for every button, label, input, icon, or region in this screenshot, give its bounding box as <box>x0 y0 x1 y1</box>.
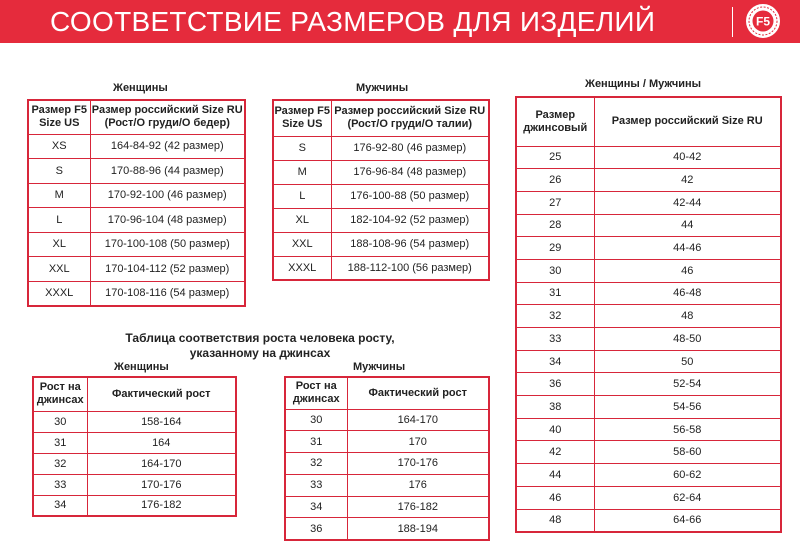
table-row <box>516 169 781 192</box>
size-cell: 46 <box>516 486 594 509</box>
table-row <box>516 418 781 441</box>
column-header: Фактический рост <box>347 377 489 409</box>
size-cell: 30 <box>516 259 594 282</box>
men-height-table <box>284 376 490 541</box>
column-header: Фактический рост <box>87 377 236 411</box>
size-cell: 25 <box>516 146 594 169</box>
table-row <box>285 474 489 496</box>
size-cell: 27 <box>516 191 594 214</box>
header-row <box>273 100 489 136</box>
size-cell: 34 <box>33 495 87 516</box>
value-cell: 170-104-112 (52 размер) <box>90 257 245 282</box>
table-row <box>285 453 489 475</box>
value-cell: 170-176 <box>87 474 236 495</box>
value-cell: 54-56 <box>594 396 781 419</box>
value-cell: 50 <box>594 350 781 373</box>
column-header: Размер F5 Size US <box>28 100 90 134</box>
value-cell: 176-182 <box>347 496 489 518</box>
height-section-title <box>110 331 410 361</box>
size-cell: XXXL <box>28 281 90 306</box>
column-header: Размер российский Size RU (Рост/О груди/О талии) <box>331 100 489 136</box>
table-row <box>516 237 781 260</box>
table-row <box>28 183 245 208</box>
value-cell: 58-60 <box>594 441 781 464</box>
men-sizes-table <box>272 99 490 281</box>
value-cell: 48-50 <box>594 328 781 351</box>
size-cell: 34 <box>285 496 347 518</box>
size-cell: XXL <box>273 232 331 256</box>
logo-divider <box>732 7 733 37</box>
logo-text: F5 <box>755 14 771 29</box>
size-cell: XS <box>28 134 90 159</box>
size-cell: 33 <box>33 474 87 495</box>
f5-logo <box>745 3 781 39</box>
value-cell: 56-58 <box>594 418 781 441</box>
header-banner <box>0 0 800 43</box>
size-cell: 32 <box>285 453 347 475</box>
size-cell: 31 <box>285 431 347 453</box>
value-cell: 164-170 <box>87 453 236 474</box>
size-cell: 30 <box>33 411 87 432</box>
size-cell: 31 <box>33 432 87 453</box>
women-sizes-label: Женщины <box>113 82 168 94</box>
table-row <box>28 281 245 306</box>
header-row <box>33 377 236 411</box>
value-cell: 188-194 <box>347 518 489 540</box>
women-height-label: Женщины <box>114 361 169 373</box>
value-cell: 64-66 <box>594 509 781 532</box>
header-row <box>28 100 245 134</box>
value-cell: 42-44 <box>594 191 781 214</box>
size-cell: L <box>28 208 90 233</box>
table-row <box>516 214 781 237</box>
table-row <box>516 464 781 487</box>
value-cell: 188-112-100 (56 размер) <box>331 256 489 280</box>
table-row <box>516 259 781 282</box>
table-row <box>285 518 489 540</box>
column-header: Рост на джинсах <box>285 377 347 409</box>
value-cell: 164-84-92 (42 размер) <box>90 134 245 159</box>
value-cell: 44 <box>594 214 781 237</box>
size-cell: 33 <box>516 328 594 351</box>
value-cell: 46-48 <box>594 282 781 305</box>
value-cell: 176-182 <box>87 495 236 516</box>
value-cell: 164 <box>87 432 236 453</box>
column-header: Размер джинсовый <box>516 97 594 146</box>
value-cell: 176-100-88 (50 размер) <box>331 184 489 208</box>
size-cell: 26 <box>516 169 594 192</box>
page-title: СООТВЕТСТВИЕ РАЗМЕРОВ ДЛЯ ИЗДЕЛИЙ <box>50 6 656 37</box>
size-cell: 32 <box>33 453 87 474</box>
men-sizes-label: Мужчины <box>356 82 409 94</box>
table-row <box>33 453 236 474</box>
value-cell: 176 <box>347 474 489 496</box>
value-cell: 42 <box>594 169 781 192</box>
table-row <box>516 191 781 214</box>
size-cell: 36 <box>285 518 347 540</box>
size-cell: 38 <box>516 396 594 419</box>
table-row <box>28 134 245 159</box>
size-cell: 36 <box>516 373 594 396</box>
table-row <box>516 350 781 373</box>
value-cell: 164-170 <box>347 409 489 431</box>
table-row <box>516 373 781 396</box>
size-cell: 44 <box>516 464 594 487</box>
table-row <box>285 409 489 431</box>
table-row <box>285 496 489 518</box>
size-cell: 31 <box>516 282 594 305</box>
value-cell: 46 <box>594 259 781 282</box>
table-row <box>28 232 245 257</box>
value-cell: 176-92-80 (46 размер) <box>331 136 489 160</box>
height-section-title-line1: Таблица соответствия роста человека росту, <box>125 331 395 345</box>
size-cell: 40 <box>516 418 594 441</box>
table-row <box>516 441 781 464</box>
value-cell: 170-108-116 (54 размер) <box>90 281 245 306</box>
table-row <box>273 208 489 232</box>
table-row <box>33 474 236 495</box>
table-row <box>273 232 489 256</box>
men-height-label: Мужчины <box>353 361 406 373</box>
table-row <box>516 282 781 305</box>
jeans-sizes-label: Женщины / Мужчины <box>585 78 702 90</box>
size-cell: 32 <box>516 305 594 328</box>
header-row <box>285 377 489 409</box>
table-row <box>28 159 245 184</box>
value-cell: 60-62 <box>594 464 781 487</box>
jeans-sizes-table <box>515 96 782 533</box>
table-row <box>273 256 489 280</box>
size-cell: 34 <box>516 350 594 373</box>
value-cell: 170-100-108 (50 размер) <box>90 232 245 257</box>
table-row <box>33 495 236 516</box>
value-cell: 44-46 <box>594 237 781 260</box>
table-row <box>33 411 236 432</box>
value-cell: 158-164 <box>87 411 236 432</box>
header-row <box>516 97 781 146</box>
table-row <box>28 208 245 233</box>
size-cell: 48 <box>516 509 594 532</box>
value-cell: 170-92-100 (46 размер) <box>90 183 245 208</box>
size-cell: 42 <box>516 441 594 464</box>
size-cell: XXL <box>28 257 90 282</box>
size-cell: M <box>273 160 331 184</box>
women-sizes-table <box>27 99 246 307</box>
size-cell: M <box>28 183 90 208</box>
size-cell: XL <box>28 232 90 257</box>
size-cell: S <box>28 159 90 184</box>
size-cell: XL <box>273 208 331 232</box>
table-row <box>285 431 489 453</box>
height-section-title-line2: указанному на джинсах <box>189 346 331 360</box>
value-cell: 170 <box>347 431 489 453</box>
table-row <box>516 146 781 169</box>
value-cell: 176-96-84 (48 размер) <box>331 160 489 184</box>
column-header: Рост на джинсах <box>33 377 87 411</box>
size-cell: L <box>273 184 331 208</box>
value-cell: 170-88-96 (44 размер) <box>90 159 245 184</box>
table-row <box>33 432 236 453</box>
table-row <box>273 184 489 208</box>
value-cell: 170-176 <box>347 453 489 475</box>
women-height-table <box>32 376 237 517</box>
table-row <box>28 257 245 282</box>
value-cell: 62-64 <box>594 486 781 509</box>
table-row <box>273 160 489 184</box>
column-header: Размер российский Size RU <box>594 97 781 146</box>
value-cell: 48 <box>594 305 781 328</box>
value-cell: 52-54 <box>594 373 781 396</box>
table-row <box>273 136 489 160</box>
column-header: Размер российский Size RU (Рост/О груди/О бедер) <box>90 100 245 134</box>
table-row <box>516 328 781 351</box>
value-cell: 170-96-104 (48 размер) <box>90 208 245 233</box>
size-cell: XXXL <box>273 256 331 280</box>
value-cell: 188-108-96 (54 размер) <box>331 232 489 256</box>
table-row <box>516 396 781 419</box>
size-cell: 28 <box>516 214 594 237</box>
size-cell: 29 <box>516 237 594 260</box>
table-row <box>516 305 781 328</box>
value-cell: 182-104-92 (52 размер) <box>331 208 489 232</box>
table-row <box>516 509 781 532</box>
value-cell: 40-42 <box>594 146 781 169</box>
size-cell: S <box>273 136 331 160</box>
size-cell: 30 <box>285 409 347 431</box>
column-header: Размер F5 Size US <box>273 100 331 136</box>
size-cell: 33 <box>285 474 347 496</box>
table-row <box>516 486 781 509</box>
